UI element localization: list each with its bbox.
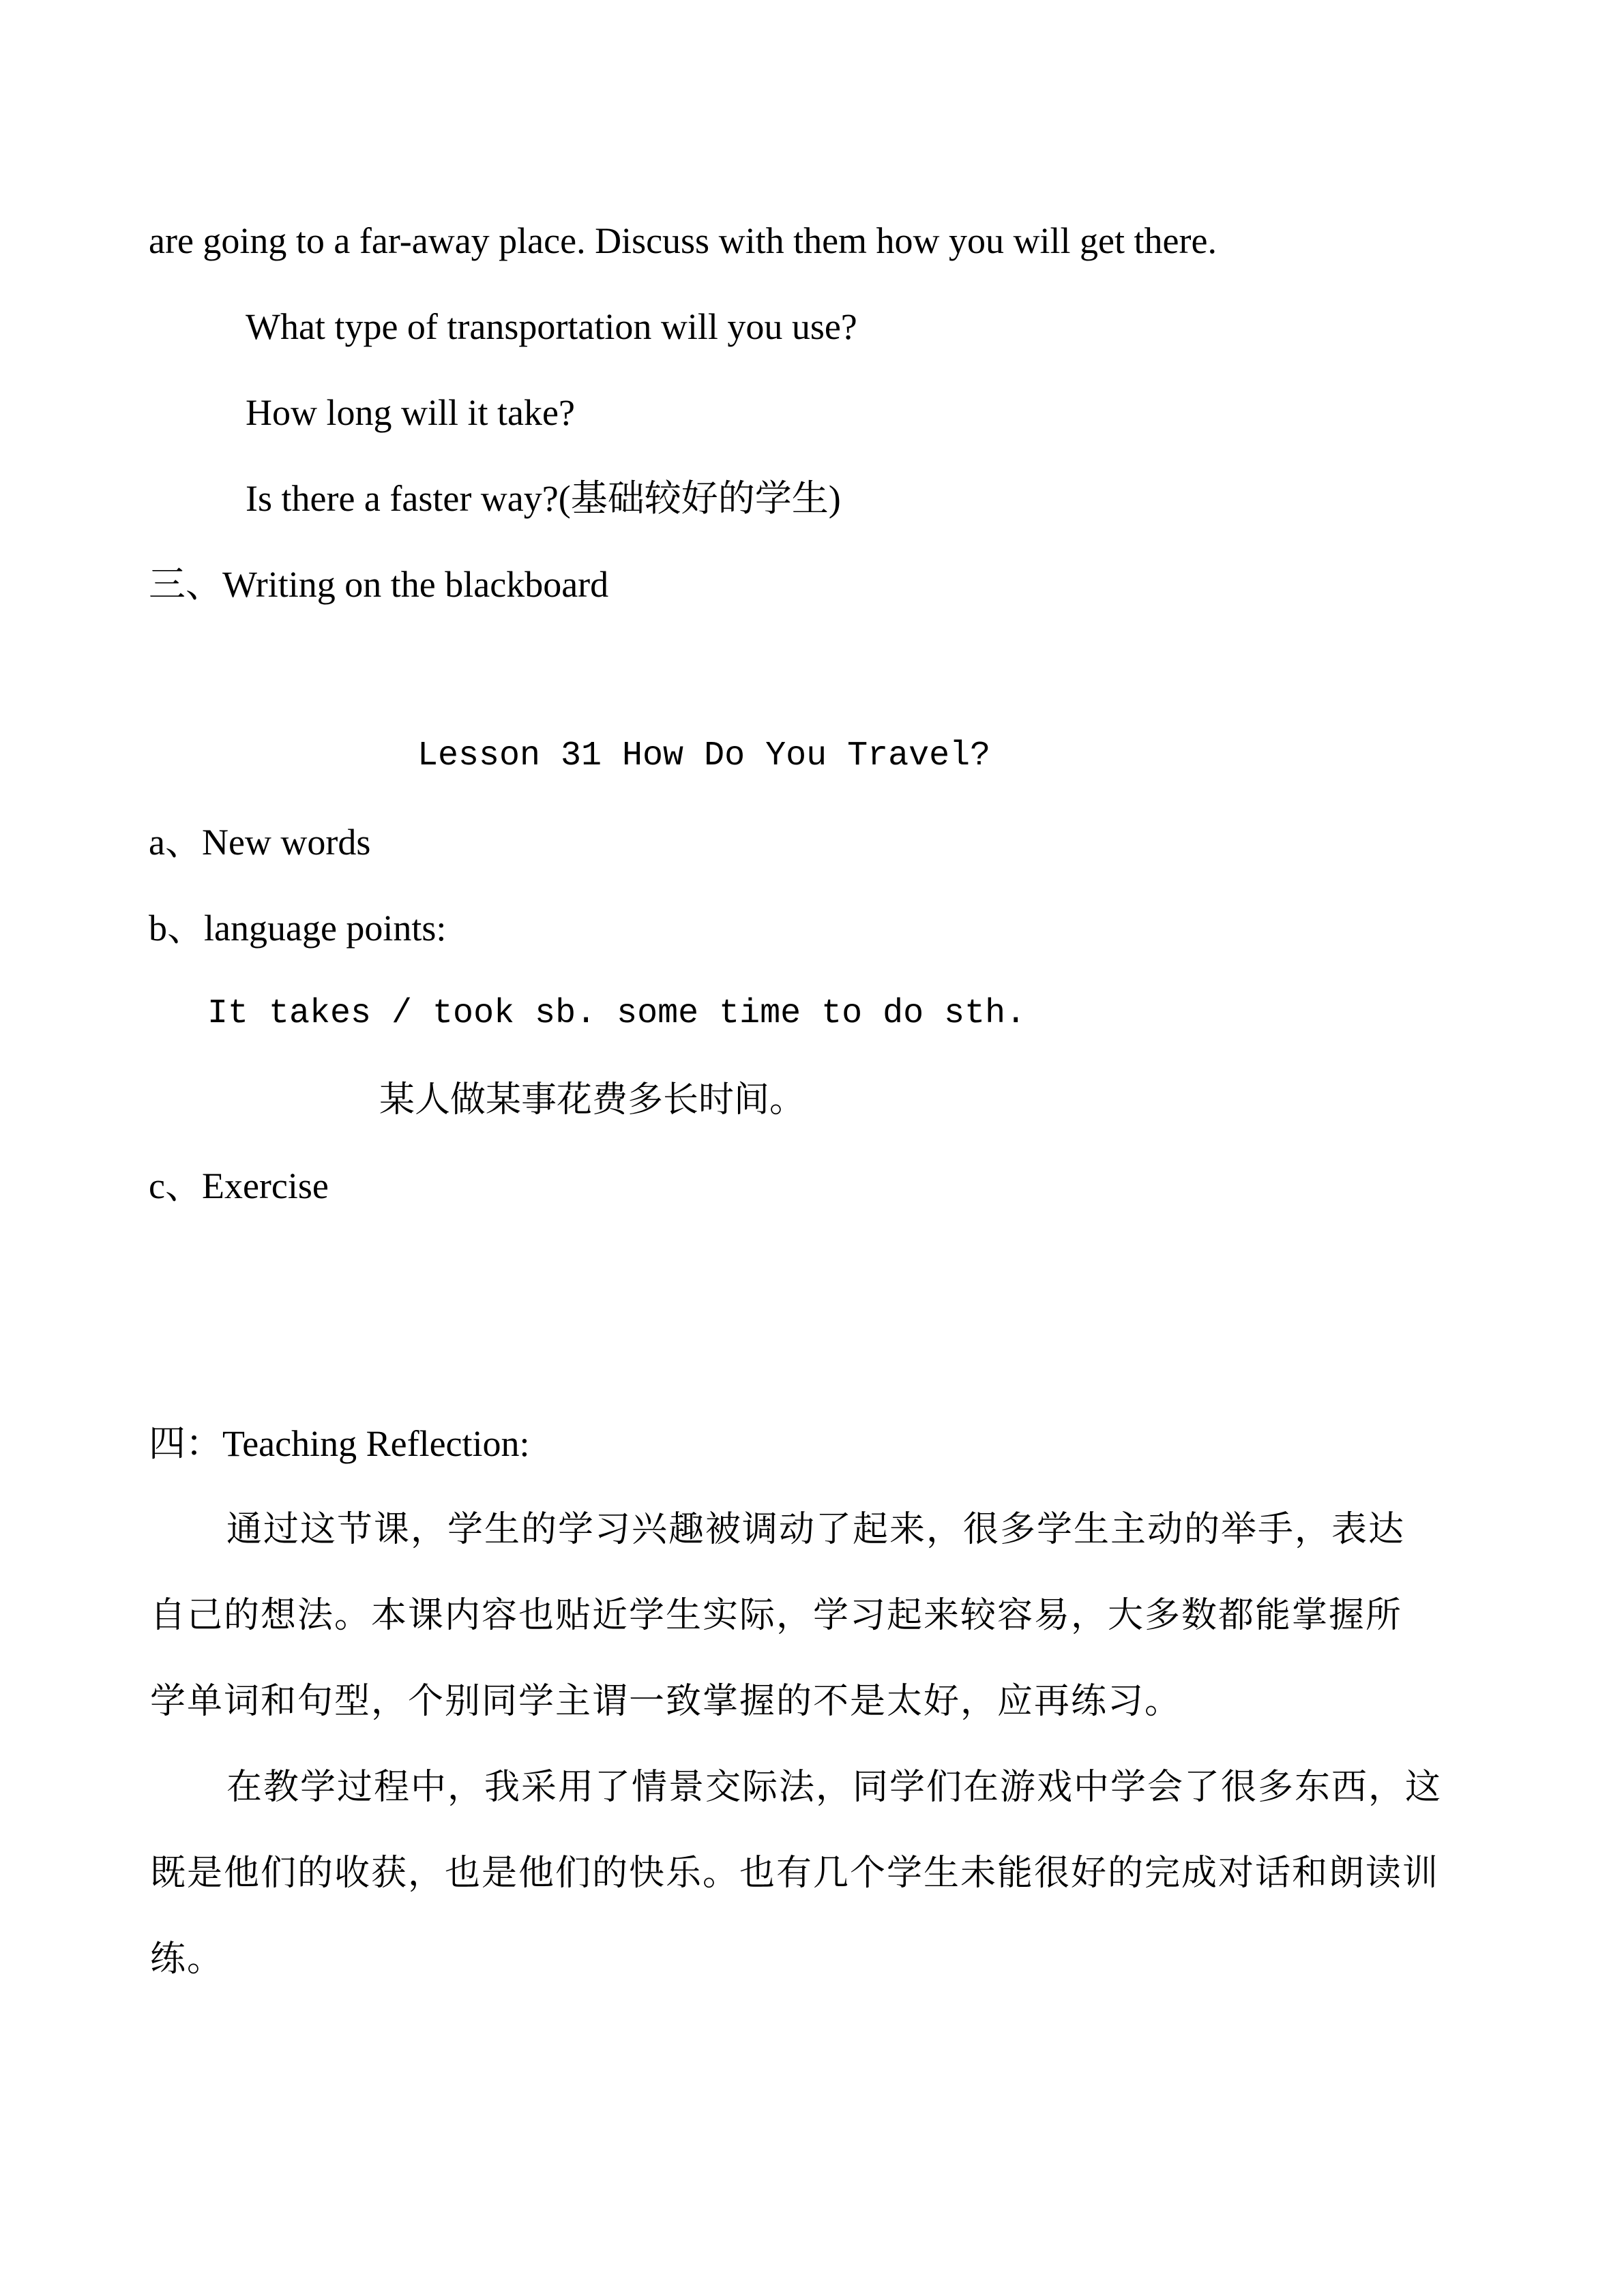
sentence-pattern: It takes / took sb. some time to do sth. bbox=[207, 994, 1027, 1033]
item-a-new-words: a、New words bbox=[149, 822, 371, 863]
question-faster-way: Is there a faster way?(基础较好的学生) bbox=[246, 478, 841, 519]
sentence-pattern-meaning: 某人做某事花费多长时间。 bbox=[379, 1079, 806, 1120]
question-transportation: What type of transportation will you use? bbox=[246, 306, 857, 347]
reflection-para1-line3: 学单词和句型，个别同学主谓一致掌握的不是太好，应再练习。 bbox=[150, 1681, 1182, 1722]
section4-heading: 四：Teaching Reflection: bbox=[149, 1423, 530, 1464]
item-b-language-points: b、language points: bbox=[149, 908, 447, 949]
reflection-para1-line1: 通过这节课，学生的学习兴趣被调动了起来，很多学生主动的举手，表达 bbox=[226, 1509, 1406, 1550]
section3-heading: 三、Writing on the blackboard bbox=[149, 564, 609, 605]
reflection-para2-line2: 既是他们的收获，也是他们的快乐。也有几个学生未能很好的完成对话和朗读训 bbox=[150, 1853, 1440, 1894]
item-c-exercise: c、Exercise bbox=[149, 1165, 329, 1206]
question-duration: How long will it take? bbox=[246, 392, 575, 433]
lesson-title: Lesson 31 How Do You Travel? bbox=[417, 736, 991, 775]
reflection-para2-line1: 在教学过程中，我采用了情景交际法，同学们在游戏中学会了很多东西，这 bbox=[226, 1767, 1443, 1808]
activity-text-line: are going to a far-away place. Discuss with them how you will get there. bbox=[149, 220, 1217, 261]
reflection-para1-line2: 自己的想法。本课内容也贴近学生实际，学习起来较容易，大多数都能掌握所 bbox=[150, 1595, 1403, 1636]
reflection-para2-line3: 练。 bbox=[150, 1939, 224, 1980]
